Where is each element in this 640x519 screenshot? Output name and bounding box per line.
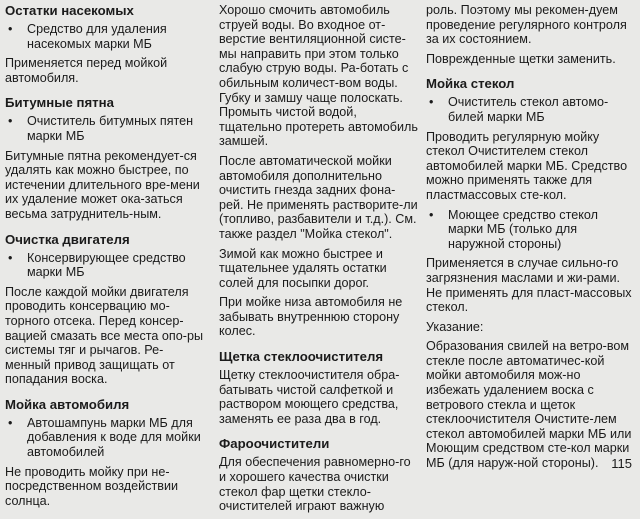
paragraph: Применяется в случае сильно-го загрязнения маслами и жи-рами. Не применять для пласт-массовых стекол.	[426, 256, 632, 315]
bullet-icon: •	[8, 250, 13, 265]
paragraph: Зимой как можно быстрее и тщательнее удалять остатки солей для посыпки дорог.	[219, 246, 387, 290]
heading-car-wash: Мойка автомобиля	[5, 396, 130, 412]
product-name: Моющее средство стекол марки МБ (только для наружной стороны)	[448, 207, 598, 251]
list-item	[426, 208, 634, 252]
product-name: Очиститель битумных пятен марки МБ	[27, 114, 194, 143]
paragraph: После каждой мойки двигателя проводить консервацию мо-торного отсека. Перед консер-вацией смазать все места опо-ры системы тяг и рычагов. Ре-менный привод защищать от попадания воска.	[5, 284, 204, 387]
list-item	[5, 416, 205, 460]
product-name: Средство для удаления насекомых марки МБ	[27, 22, 167, 51]
heading-insect-remains: Остатки насекомых	[5, 3, 134, 18]
paragraph: Для обеспечения равномерно-го и хорошего качества очистки стекол фар щетки стекло-очистителей играют важную	[219, 455, 411, 514]
bullet-icon: •	[429, 207, 434, 222]
page-number: 115	[611, 456, 632, 471]
paragraph: роль. Поэтому мы рекомен-дуем проведение регулярного контроля за их состоянием.	[426, 3, 627, 47]
list-item	[5, 114, 205, 143]
product-name: Очиститель стекол автомо-билей марки МБ	[448, 95, 609, 124]
paragraph: Щетку стеклоочистителя обра-батывать чистой салфеткой и раствором моющего средства, заменять ее раза два в год.	[219, 368, 400, 426]
bullet-icon: •	[8, 114, 13, 129]
heading-engine-cleaning: Очистка двигателя	[5, 231, 130, 247]
paragraph: Не проводить мойку при не-посредственном воздействии солнца.	[5, 464, 179, 508]
list-item	[5, 251, 205, 280]
paragraph: Поврежденные щетки заменить.	[426, 51, 616, 66]
paragraph: Применяется перед мойкой автомобиля.	[5, 56, 168, 85]
heading-wiper-blade: Щетка стеклоочистителя	[219, 349, 384, 365]
list-item	[5, 22, 205, 51]
bullet-icon: •	[8, 22, 13, 36]
product-name: Автошампунь марки МБ для добавления к воде для мойки автомобилей	[27, 415, 201, 460]
heading-glass-washing: Мойка стекол	[426, 76, 515, 92]
heading-headlamp-cleaners: Фароочистители	[219, 436, 330, 452]
paragraph: Проводить регулярную мойку стекол Очистителем стекол автомобилей марки МБ. Средство можно применять также для пластмассовых сте-кол.	[426, 129, 628, 202]
paragraph: Хорошо смочить автомобиль струей воды. Во входное от-верстие вентиляционной систе-мы направить при этом только слабую струю воды. Ра-ботать с обильным количест-вом воды. Губку и замшу чаще полоскать. Промыть чистой водой, тщательно протереть автомобиль замшей.	[219, 3, 418, 149]
paragraph: Образования свилей на ветро-вом стекле после автоматичес-кой мойки автомобиля мож-но избежать удалением воска с ветрового стекла и щеток стеклоочистителя Очистите-лем стекол автомобилей марки МБ или Моющим средством сте-кол марки МБ (для наруж-ной стороны).	[426, 339, 632, 471]
bullet-icon: •	[8, 415, 13, 430]
list-item	[426, 95, 634, 124]
column-left	[5, 3, 205, 513]
paragraph: Битумные пятна рекомендует-ся удалять как можно быстрее, по истечении длительного вре-мени их удаление может ока-заться весьма затруднитель-ным.	[5, 148, 200, 221]
column-right	[426, 3, 634, 476]
column-middle	[219, 3, 419, 519]
bullet-icon: •	[429, 95, 434, 110]
note-label: Указание:	[426, 319, 484, 334]
paragraph: При мойке низа автомобиля не забывать внутреннюю сторону колес.	[219, 295, 403, 339]
product-name: Консервирующее средство марки МБ	[27, 250, 186, 280]
heading-bitumen-stains: Битумные пятна	[5, 95, 114, 111]
paragraph: После автоматической мойки автомобиля дополнительно очистить гнезда задних фона-рей. Не применять растворите-ли (топливо, разбавители и т.д.). См. также раздел "Мойка стекол".	[219, 153, 418, 241]
